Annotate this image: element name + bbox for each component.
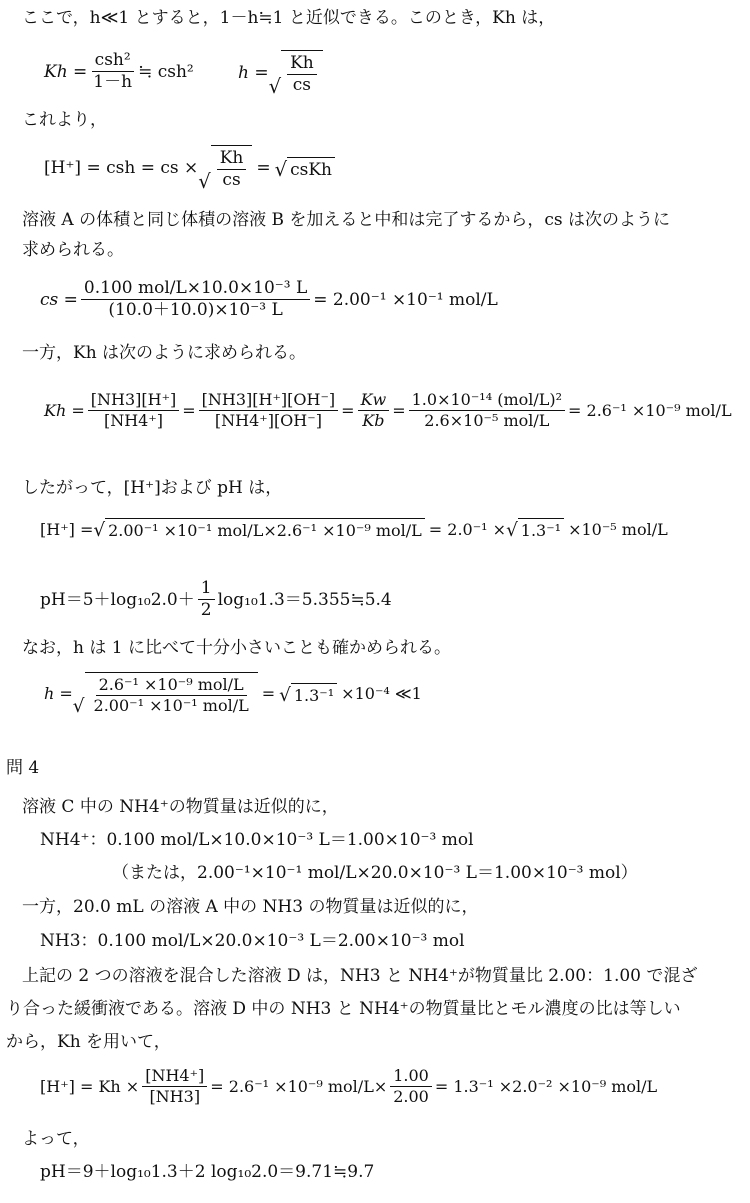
text-line: 一方，20.0 mL の溶液 A 中の NH3 の物質量は近似的に， <box>22 897 479 917</box>
equation-kh <box>44 50 194 94</box>
fraction <box>358 390 390 431</box>
equation-kh2 <box>44 390 732 431</box>
radical-sign: √ <box>72 695 85 717</box>
numerator: Kh <box>217 148 247 170</box>
fraction <box>88 390 180 431</box>
fraction <box>81 278 310 322</box>
eq-part: = 2.6⁻¹ ×10⁻⁹ mol/L× <box>210 1076 388 1096</box>
numerator: Kh <box>287 53 317 75</box>
text-line: 一方，Kh は次のように求められる。 <box>22 343 307 363</box>
eq-part: [H⁺] = Kh × <box>40 1076 140 1096</box>
denominator: cs <box>222 170 241 191</box>
fraction <box>217 148 247 192</box>
radical-sign: √ <box>268 74 282 98</box>
eq-part: pH＝5＋log₁₀2.0＋ <box>40 589 195 610</box>
radical-sign: √ <box>279 684 291 706</box>
radicand: 1.3⁻¹ <box>291 683 337 705</box>
numerator: csh² <box>92 50 134 72</box>
eq-part: log₁₀1.3＝5.355≒5.4 <box>217 589 392 610</box>
numerator: [NH3][H⁺][OH⁻] <box>199 390 339 411</box>
denominator: [NH4⁺] <box>103 411 164 430</box>
equation-hcheck <box>44 672 422 716</box>
eq-part: = 1.3⁻¹ ×2.0⁻² ×10⁻⁹ mol/L <box>434 1076 658 1096</box>
radicand: 2.00⁻¹ ×10⁻¹ mol/L×2.6⁻¹ ×10⁻⁹ mol/L <box>105 518 425 540</box>
denominator: [NH3] <box>149 1087 201 1106</box>
eq-part: Kh = <box>44 61 88 82</box>
eq-part: = <box>261 684 276 704</box>
eq-part: = 2.6⁻¹ ×10⁻⁹ mol/L <box>568 400 732 420</box>
denominator: [NH4⁺][OH⁻] <box>214 411 322 430</box>
fraction <box>142 1066 207 1107</box>
eq-part: = 2.0⁻¹ × <box>428 519 507 539</box>
text-line: ここで，h≪1 とすると，1－h≒1 と近似できる。このとき，Kh は， <box>22 8 556 28</box>
fraction <box>91 675 252 716</box>
text-line: なお，h は 1 に比べて十分小さいことも確かめられる。 <box>22 638 451 658</box>
radicand: 1.3⁻¹ <box>518 518 564 540</box>
numerator: 1.00 <box>390 1066 432 1087</box>
denominator: Kb <box>362 411 385 430</box>
fraction <box>390 1066 432 1107</box>
eq-part: ×10⁻⁴ ≪1 <box>341 684 422 704</box>
sqrt <box>279 683 337 705</box>
eq-part: = <box>182 400 196 420</box>
eq-part: = <box>392 400 406 420</box>
equation-h <box>238 50 323 97</box>
equation-hplus <box>44 145 335 192</box>
fraction <box>199 390 339 431</box>
text-line: り合った緩衝液である。溶液 D 中の NH3 と NH4⁺の物質量比とモル濃度の比は等しい <box>6 999 681 1019</box>
eq-part: h = <box>238 63 269 84</box>
numerator: 1 <box>198 578 215 600</box>
eq-part: = 2.00⁻¹ ×10⁻¹ mol/L <box>313 289 498 310</box>
radical-sign: √ <box>274 158 288 182</box>
eq-part: = <box>341 400 355 420</box>
fraction <box>90 50 135 94</box>
fraction <box>198 578 215 622</box>
sqrt <box>506 518 564 540</box>
equation-hplus2 <box>40 518 668 540</box>
text-line: 溶液 C 中の NH4⁺の物質量は近似的に， <box>22 797 339 817</box>
denominator: 2.00⁻¹ ×10⁻¹ mol/L <box>93 696 249 715</box>
text-line: 溶液 A の体積と同じ体積の溶液 B を加えると中和は完了するから，cs は次のように <box>22 210 671 230</box>
radical-sign: √ <box>198 169 211 193</box>
text-line: NH3：0.100 mol/L×20.0×10⁻³ L＝2.00×10⁻³ mol <box>40 931 465 951</box>
sqrt <box>275 157 335 180</box>
sqrt <box>269 50 323 97</box>
eq-part: cs = <box>40 289 78 310</box>
eq-part: Kh = <box>44 400 85 420</box>
radicand: csKh <box>287 157 335 180</box>
sqrt <box>73 672 258 716</box>
text-line: 上記の 2 つの溶液を混合した溶液 D は，NH3 と NH4⁺が物質量比 2.00：1.00 で混ざ <box>22 966 698 986</box>
text-line: pH＝9＋log₁₀1.3＋2 log₁₀2.0＝9.71≒9.7 <box>40 1162 375 1182</box>
eq-part: = <box>256 158 271 179</box>
denominator: 1－h <box>93 72 133 93</box>
equation-hd <box>40 1066 657 1107</box>
eq-part: [H⁺] = <box>40 519 94 539</box>
numerator: 0.100 mol/L×10.0×10⁻³ L <box>81 278 310 300</box>
denominator: 2.6×10⁻⁵ mol/L <box>424 411 550 430</box>
sqrt <box>198 145 252 192</box>
text-line: 求められる。 <box>22 240 124 260</box>
radical-sign: √ <box>93 519 106 541</box>
numerator: 1.0×10⁻¹⁴ (mol/L)² <box>409 390 565 411</box>
numerator: Kw <box>358 390 390 411</box>
numerator: 2.6⁻¹ ×10⁻⁹ mol/L <box>96 675 247 696</box>
denominator: cs <box>292 75 312 96</box>
denominator: 2 <box>200 600 212 621</box>
denominator: 2.00 <box>393 1087 429 1106</box>
question-heading: 問 4 <box>6 758 40 778</box>
fraction <box>287 53 317 97</box>
sqrt <box>93 518 424 540</box>
eq-part: h = <box>44 684 73 704</box>
text-line: これより， <box>22 110 107 130</box>
denominator: (10.0＋10.0)×10⁻³ L <box>108 300 283 321</box>
numerator: [NH3][H⁺] <box>88 390 180 411</box>
text-line: よって， <box>22 1129 90 1149</box>
numerator: [NH4⁺] <box>142 1066 207 1087</box>
eq-part: ×10⁻⁵ mol/L <box>568 519 668 539</box>
equation-ph1 <box>40 578 392 622</box>
text-line: したがって，[H⁺]および pH は， <box>22 478 283 498</box>
eq-part: ≒ csh² <box>138 61 194 82</box>
text-line: （または，2.00⁻¹×10⁻¹ mol/L×20.0×10⁻³ L＝1.00×10⁻³ mol） <box>112 863 638 883</box>
fraction <box>409 390 565 431</box>
equation-cs <box>40 278 498 322</box>
text-line: NH4⁺：0.100 mol/L×10.0×10⁻³ L＝1.00×10⁻³ mol <box>40 830 474 850</box>
eq-part: [H⁺] = csh = cs × <box>44 158 199 179</box>
radical-sign: √ <box>506 519 518 541</box>
text-line: から，Kh を用いて， <box>6 1032 171 1052</box>
